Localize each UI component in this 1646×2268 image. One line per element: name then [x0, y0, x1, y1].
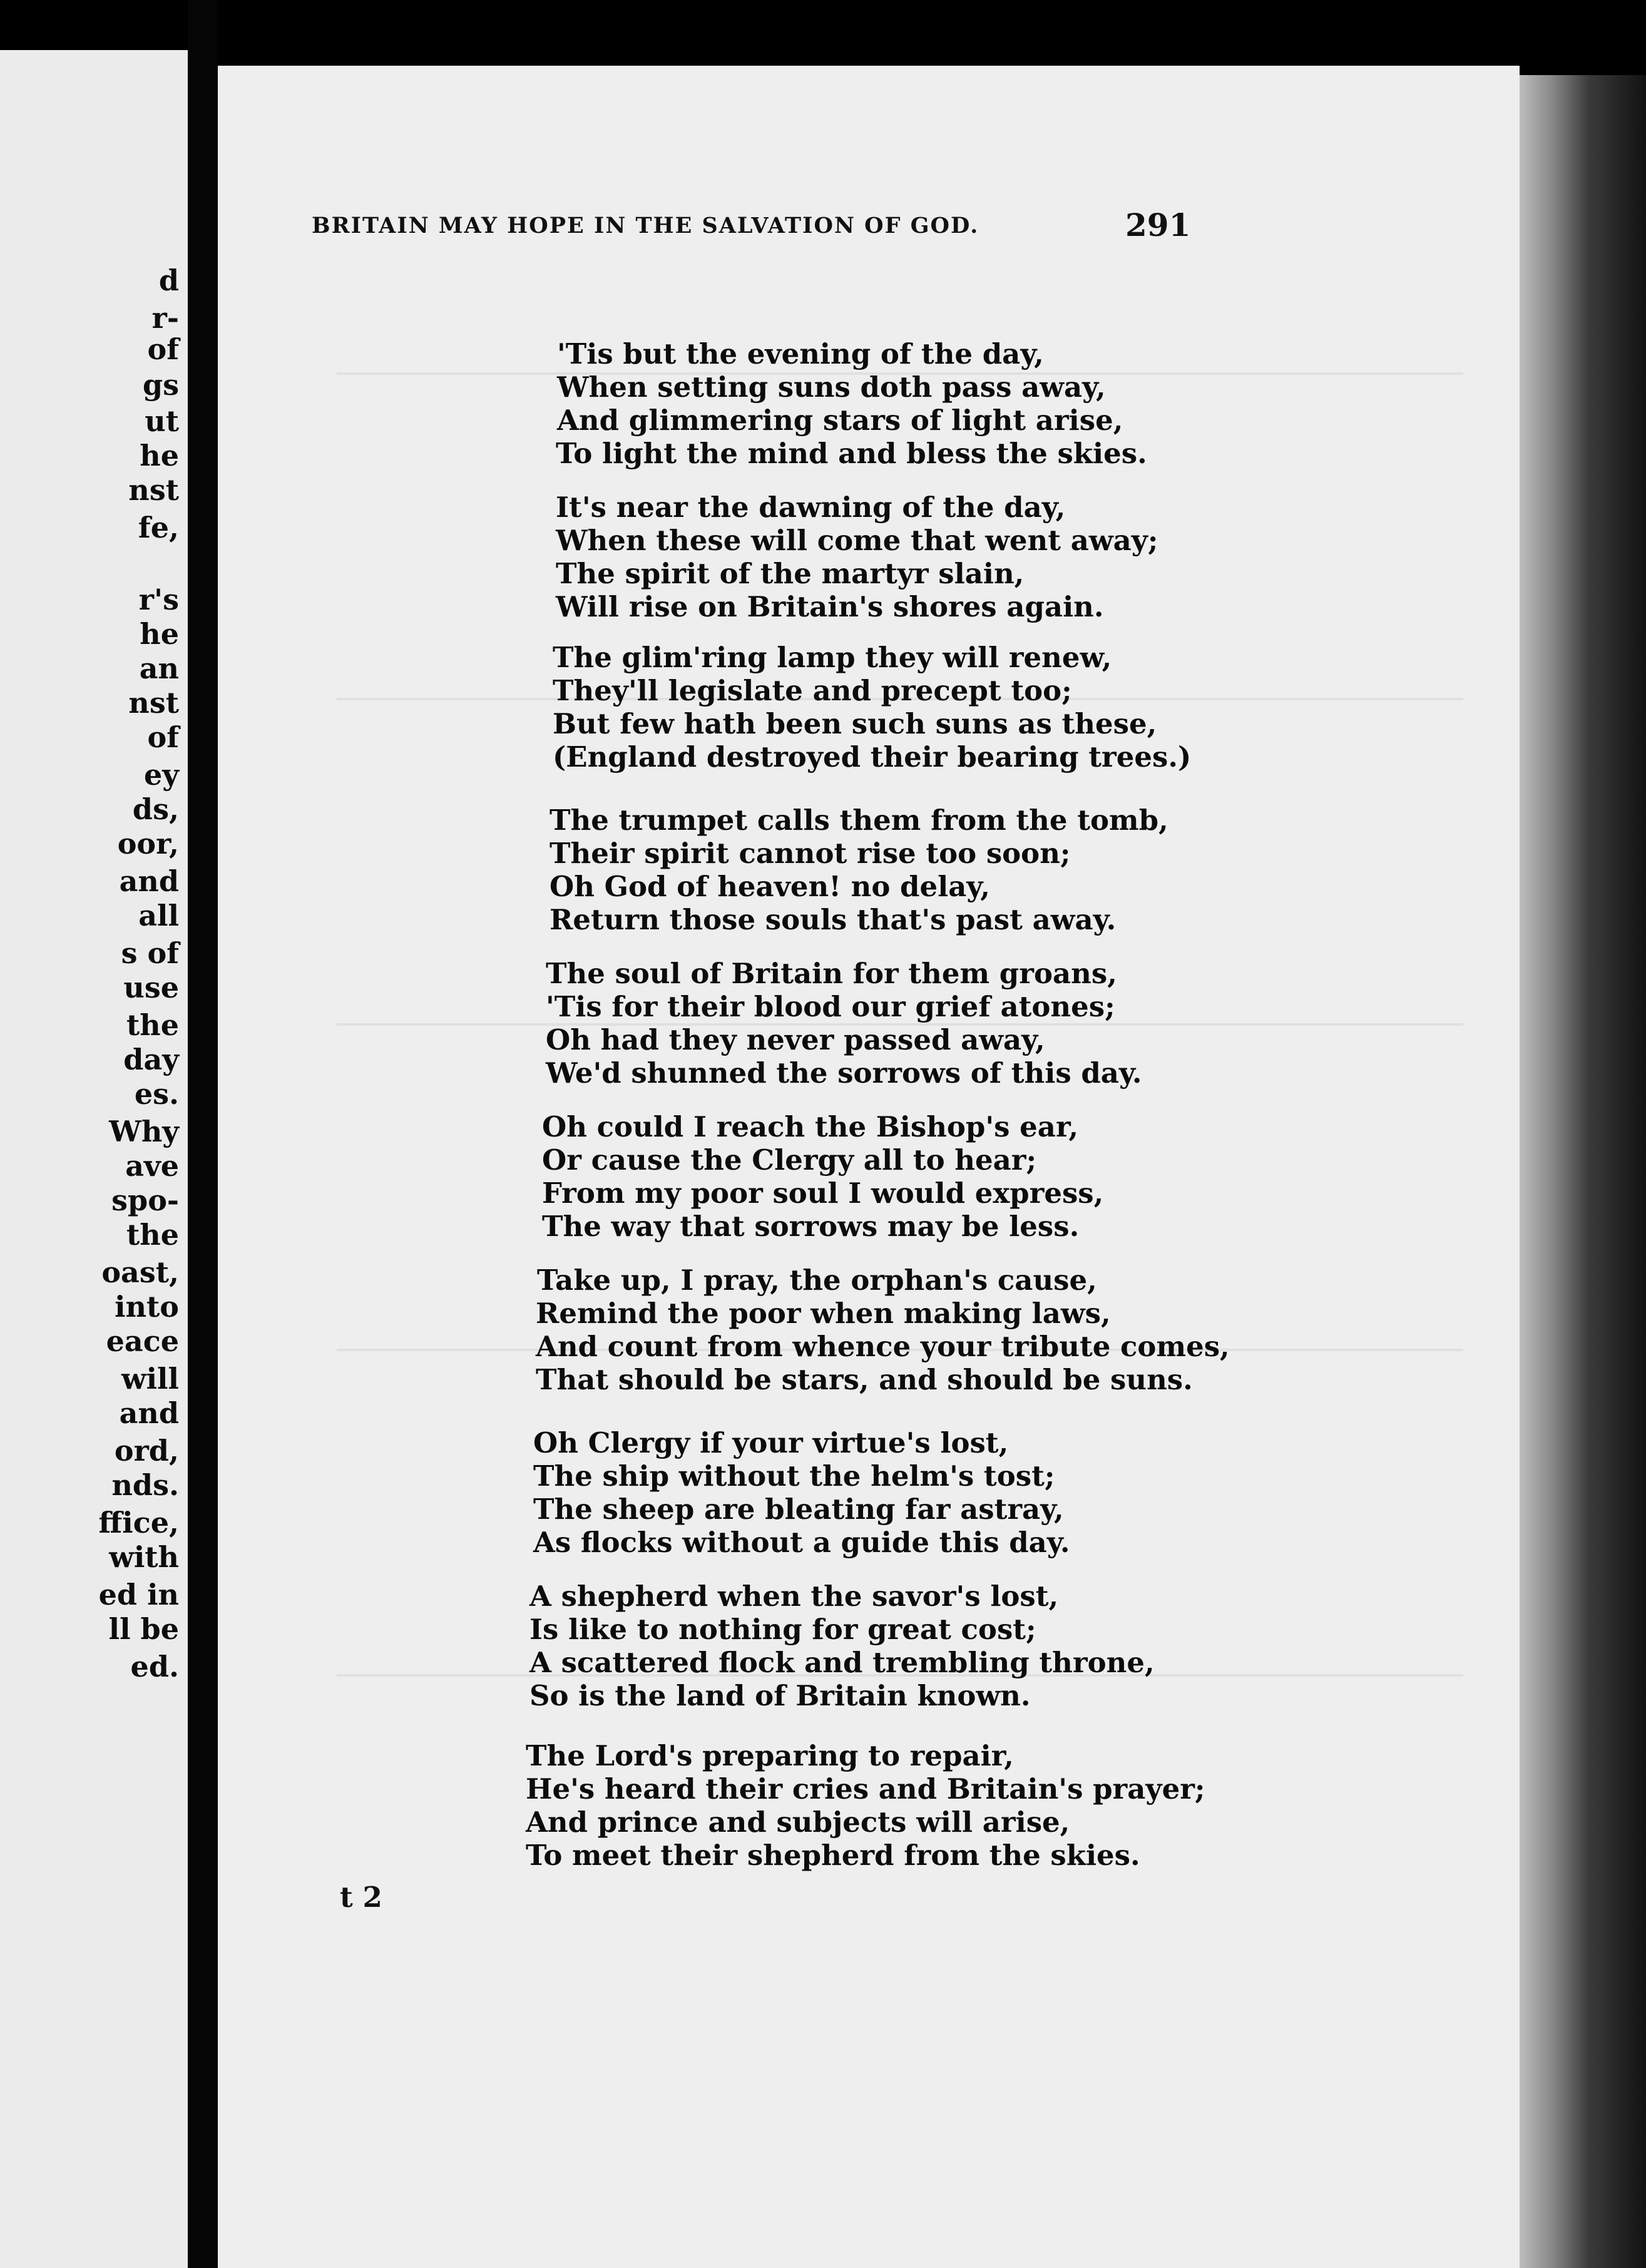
poem-line: But few hath been such suns as these,: [553, 707, 1157, 740]
left-page-fragment: ll be: [108, 1612, 179, 1646]
left-page-fragment: ed.: [130, 1650, 179, 1683]
left-page-fragment: es.: [134, 1077, 179, 1111]
poem-line: It's near the dawning of the day,: [556, 491, 1066, 524]
left-page-fragment: nds.: [111, 1468, 179, 1502]
poem-line: Will rise on Britain's shores again.: [556, 590, 1104, 623]
left-page-fragment: ord,: [114, 1434, 179, 1468]
left-page-fragment: r-: [151, 301, 179, 335]
left-page-fragment: the: [126, 1218, 179, 1252]
left-page-fragment: ds,: [132, 792, 179, 826]
poem-line: A scattered flock and trembling throne,: [529, 1646, 1155, 1679]
left-page-fragment: the: [126, 1008, 179, 1042]
poem-line: Return those souls that's past away.: [550, 903, 1117, 936]
left-page-fragment: and: [119, 864, 179, 898]
left-page-fragment: ut: [145, 404, 179, 438]
poem-line: From my poor soul I would express,: [542, 1177, 1104, 1210]
poem-line: The glim'ring lamp they will renew,: [553, 641, 1112, 674]
left-page-fragment: of: [147, 332, 179, 366]
poem-line: The ship without the helm's tost;: [533, 1459, 1055, 1493]
poem-line: When setting suns doth pass away,: [557, 370, 1106, 404]
poem-line: The soul of Britain for them groans,: [546, 957, 1117, 990]
left-page-fragment: use: [123, 971, 179, 1004]
poem-line: The spirit of the martyr slain,: [556, 557, 1025, 590]
left-page-fragment: nst: [128, 473, 179, 507]
left-page-fragment: into: [115, 1290, 179, 1324]
book-gutter: [188, 0, 218, 2268]
poem-line: As flocks without a guide this day.: [533, 1526, 1070, 1559]
poem-line: Their spirit cannot rise too soon;: [550, 837, 1071, 870]
left-page-fragment: an: [139, 651, 179, 685]
left-page-fragment: Why: [109, 1115, 179, 1148]
left-page-fragment: eace: [106, 1324, 179, 1358]
poem-line: He's heard their cries and Britain's prayer;: [526, 1772, 1205, 1806]
running-head: BRITAIN MAY HOPE IN THE SALVATION OF GOD.: [312, 213, 979, 238]
left-page-fragment: he: [140, 617, 179, 651]
poem-line: The trumpet calls them from the tomb,: [550, 804, 1168, 837]
poem-line: 'Tis but the evening of the day,: [557, 337, 1044, 370]
left-page-fragment: gs: [142, 368, 179, 402]
left-page-fragment: oast,: [101, 1255, 179, 1289]
left-page-fragment: ed in: [98, 1578, 179, 1612]
left-page-fragment: will: [121, 1362, 179, 1396]
poem-line: So is the land of Britain known.: [529, 1679, 1031, 1712]
page-number: 291: [1125, 207, 1191, 243]
poem-line: The sheep are bleating far astray,: [533, 1493, 1064, 1526]
poem-line: The Lord's preparing to repair,: [526, 1739, 1014, 1772]
book-spine-edge: [1520, 75, 1646, 2268]
left-page-fragment: r's: [138, 583, 179, 616]
left-page-fragment: with: [109, 1540, 179, 1574]
poem-line: The way that sorrows may be less.: [542, 1210, 1080, 1243]
left-page-fragment: ey: [144, 758, 179, 792]
poem-line: And prince and subjects will arise,: [526, 1806, 1070, 1839]
left-page-fragment: fe,: [138, 511, 179, 544]
left-page-fragment: oor,: [117, 827, 179, 861]
left-page-fragment: nst: [128, 686, 179, 720]
poem-line: We'd shunned the sorrows of this day.: [546, 1056, 1142, 1090]
poem-line: Oh Clergy if your virtue's lost,: [533, 1426, 1009, 1459]
poem-line: Oh had they never passed away,: [546, 1023, 1045, 1056]
poem-line: To light the mind and bless the skies.: [556, 437, 1147, 470]
left-page-fragment: spo-: [111, 1183, 179, 1217]
left-page-fragment: all: [138, 899, 179, 932]
poem-line: Remind the poor when making laws,: [536, 1297, 1111, 1330]
poem-line: To meet their shepherd from the skies.: [526, 1839, 1140, 1872]
poem-line: And glimmering stars of light arise,: [557, 404, 1123, 437]
poem-line: When these will come that went away;: [556, 524, 1158, 557]
poem-line: (England destroyed their bearing trees.): [553, 740, 1192, 774]
poem-line: A shepherd when the savor's lost,: [529, 1580, 1059, 1613]
left-page-fragment: s of: [121, 936, 179, 970]
poem-line: They'll legislate and precept too;: [553, 674, 1072, 707]
left-page-fragment: he: [140, 439, 179, 472]
left-page-fragment: d: [158, 263, 179, 297]
left-page-fragment: day: [123, 1043, 179, 1076]
left-facing-page: [0, 50, 188, 2268]
poem-line: 'Tis for their blood our grief atones;: [546, 990, 1115, 1023]
poem-line: Or cause the Clergy all to hear;: [542, 1143, 1037, 1177]
left-page-fragment: ffice,: [98, 1506, 179, 1540]
left-page-fragment: of: [147, 720, 179, 754]
signature-mark: t 2: [340, 1881, 382, 1914]
poem-line: Oh could I reach the Bishop's ear,: [542, 1110, 1079, 1143]
poem-line: Oh God of heaven! no delay,: [550, 870, 990, 903]
left-page-fragment: and: [119, 1396, 179, 1430]
poem-line: Is like to nothing for great cost;: [529, 1613, 1036, 1646]
poem-line: That should be stars, and should be suns.: [536, 1363, 1193, 1396]
left-page-fragment: ave: [125, 1149, 179, 1183]
poem-line: Take up, I pray, the orphan's cause,: [537, 1264, 1097, 1297]
poem-line: And count from whence your tribute comes,: [536, 1330, 1230, 1363]
